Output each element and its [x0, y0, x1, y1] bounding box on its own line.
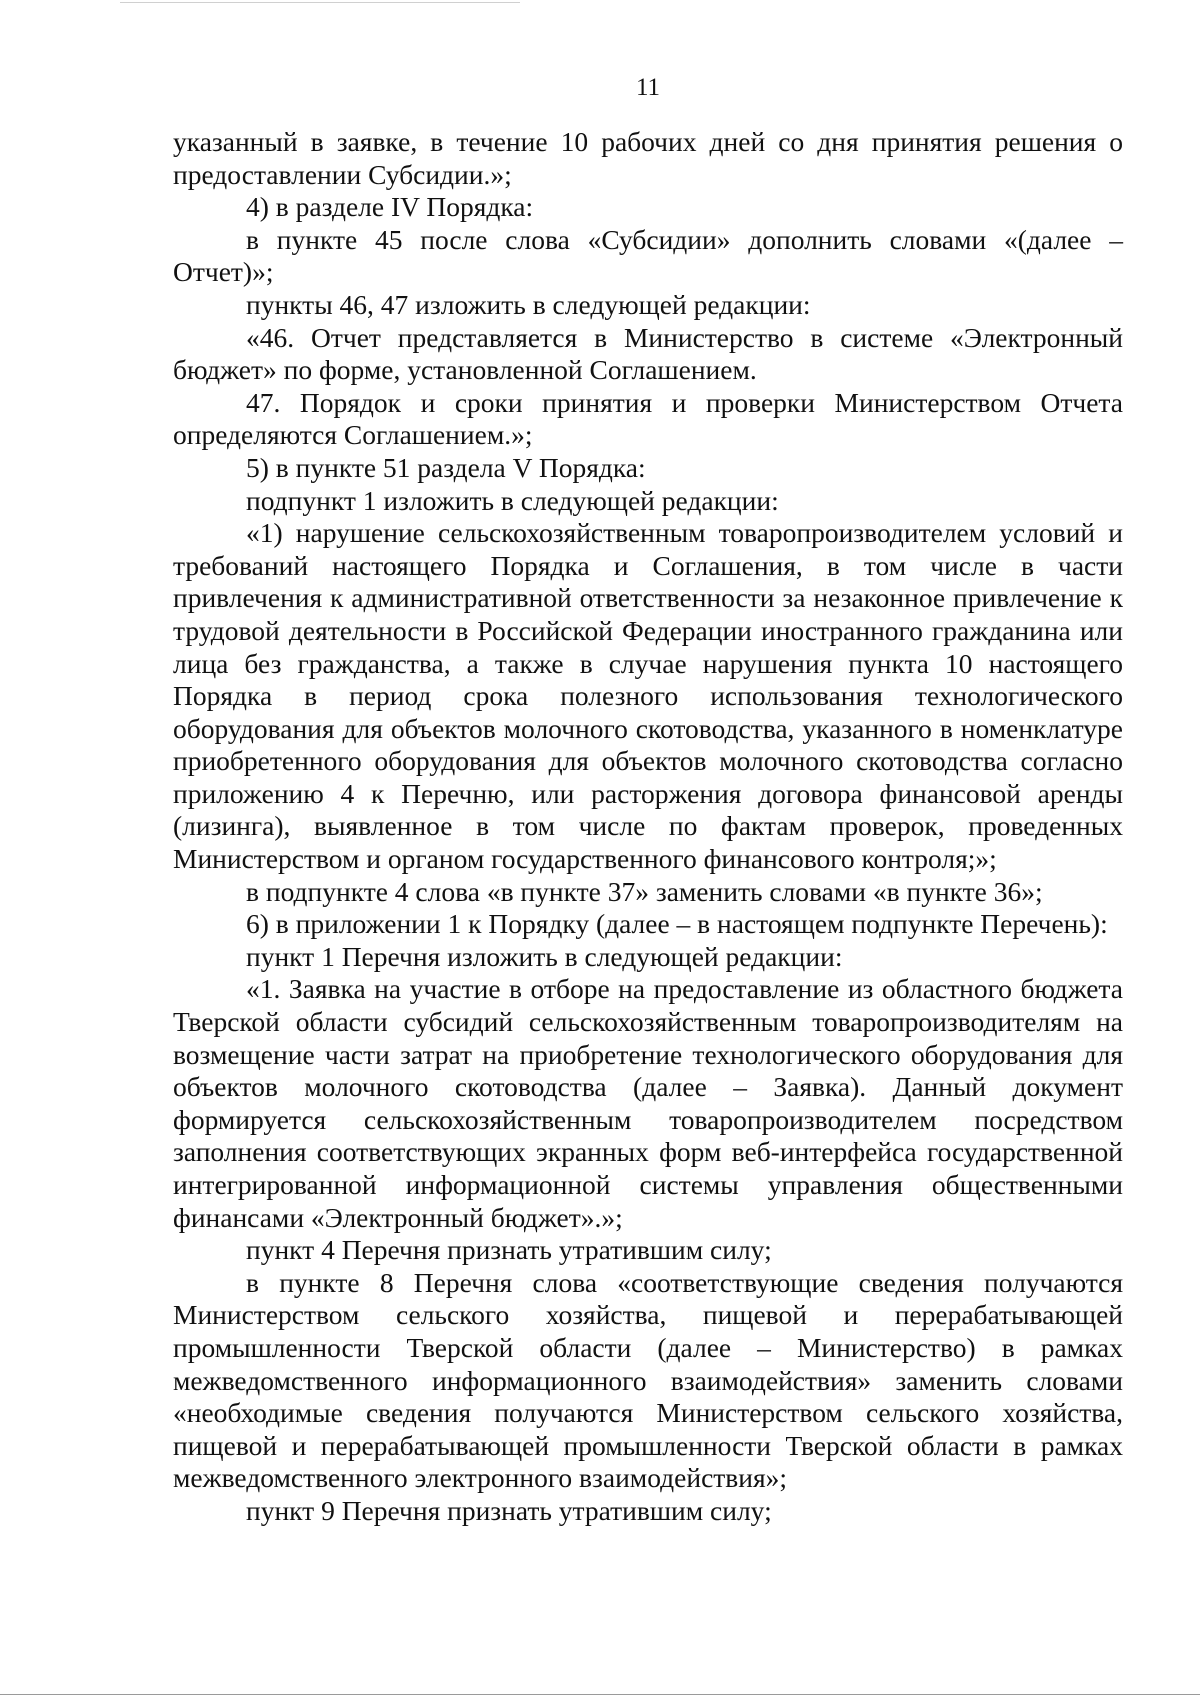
paragraph-point-45: в пункте 45 после слова «Субсидии» дополнить словами «(далее – Отчет)»;	[173, 223, 1123, 288]
paragraph-item-5: 5) в пункте 51 раздела V Порядка:	[246, 451, 646, 483]
paragraph-point-1-intro: пункт 1 Перечня изложить в следующей редакции:	[246, 940, 843, 972]
paragraph-item-4: 4) в разделе IV Порядка:	[246, 191, 534, 223]
paragraph-item-6: 6) в приложении 1 к Порядку (далее – в настоящем подпункте Перечень):	[246, 908, 1108, 940]
document-body	[173, 126, 1123, 1528]
paragraph-point-1-text: «1. Заявка на участие в отборе на предоставление из областного бюджета Тверской области субсидий сельскохозяйственным товаропроизводителям на возмещение части затрат на приобретение технологического оборудования для объектов молочного скотоводства (далее – Заявка). Данный документ формируется сельскохозяйственным товаропроизводителем посредством заполнения соответствующих экранных форм веб-интерфейса государственной интегрированной информационной системы управления общественными финансами «Электронный бюджет».»;	[173, 973, 1123, 1233]
paragraph-quote-47: 47. Порядок и сроки принятия и проверки Министерством Отчета определяются Соглашением.»;	[173, 386, 1123, 451]
paragraph-point-9: пункт 9 Перечня признать утратившим силу;	[246, 1494, 772, 1526]
paragraph-subpoint-1-text: «1) нарушение сельскохозяйственным товаропроизводителем условий и требований настоящего Порядка и Соглашения, в том числе в части привлечения к административной ответственности за незаконное привлечение к трудовой деятельности в Российской Федерации иностранного гражданина или лица без гражданства, а также в случае нарушения пункта 10 настоящего Порядка в период срока полезного использования технологического оборудования для объектов молочного скотоводства, указанного в номенклатуре приобретенного оборудования для объектов молочного скотоводства согласно приложению 4 к Перечню, или расторжения договора финансовой аренды (лизинга), выявленное в том числе по фактам проверок, проведенных Министерством и органом государственного финансового контроля;»;	[173, 517, 1123, 875]
scan-artifact-bottom	[0, 1694, 1200, 1695]
paragraph-continuation: указанный в заявке, в течение 10 рабочих дней со дня принятия решения о предоставлении Субсидии.»;	[173, 126, 1123, 190]
paragraph-points-46-47: пункты 46, 47 изложить в следующей редакции:	[246, 288, 811, 320]
page-number: 11	[635, 74, 661, 101]
paragraph-subpoint-1-intro: подпункт 1 изложить в следующей редакции:	[246, 484, 779, 516]
paragraph-quote-46: «46. Отчет представляется в Министерство в системе «Электронный бюджет» по форме, установленной Соглашением.	[173, 321, 1123, 386]
paragraph-subpoint-4: в подпункте 4 слова «в пункте 37» заменить словами «в пункте 36»;	[246, 875, 1043, 907]
paragraph-point-4: пункт 4 Перечня признать утратившим силу;	[246, 1234, 772, 1266]
paragraph-point-8: в пункте 8 Перечня слова «соответствующие сведения получаются Министерством сельского хозяйства, пищевой и перерабатывающей промышленности Тверской области (далее – Министерство) в рамках межведомственного информационного взаимодействия» заменить словами «необходимые сведения получаются Министерством сельского хозяйства, пищевой и перерабатывающей промышленности Тверской области в рамках межведомственного электронного взаимодействия»;	[173, 1266, 1123, 1494]
scan-artifact-top	[120, 2, 520, 3]
